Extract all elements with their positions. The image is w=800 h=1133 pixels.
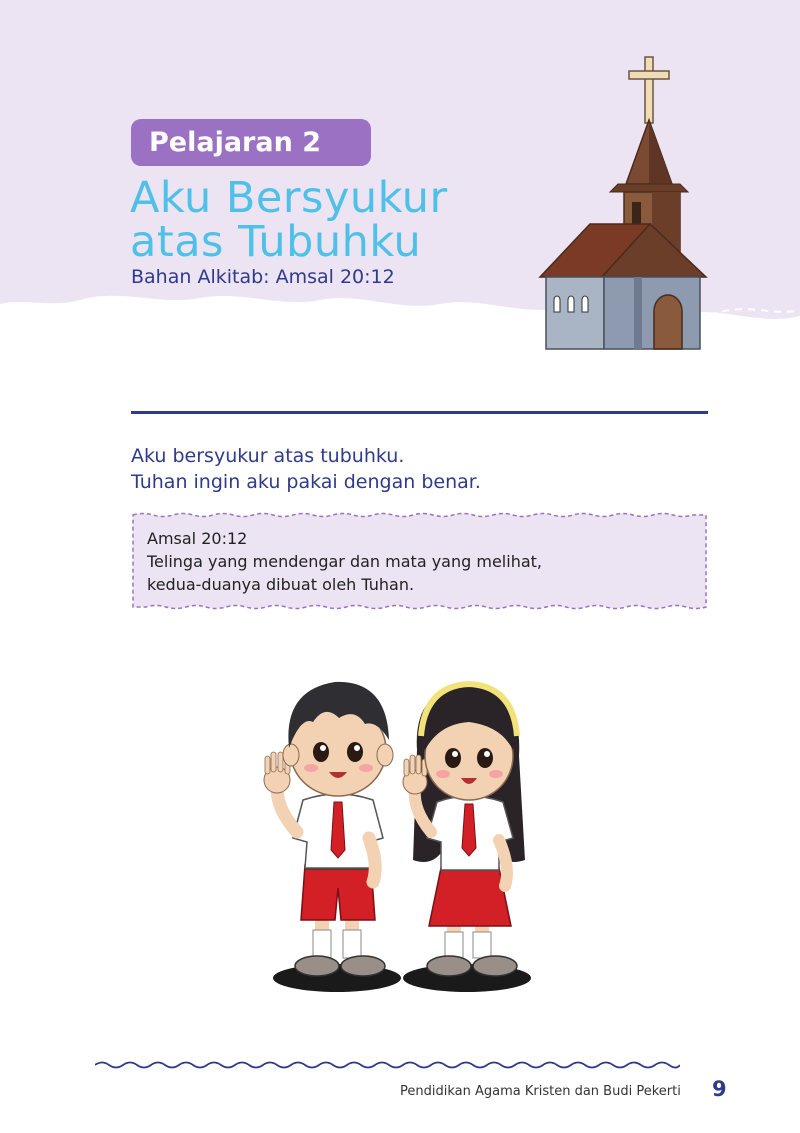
lesson-badge: Pelajaran 2 [131,119,371,166]
verse-line-1: Telinga yang mendengar dan mata yang melihat, [147,552,542,571]
page-title [130,173,448,267]
boy-figure [264,682,393,976]
verse-text [147,527,542,596]
intro-line-2: Tuhan ingin aku pakai dengan benar. [131,471,481,493]
bible-reference: Bahan Alkitab: Amsal 20:12 [131,266,395,288]
footer-wave-line [95,1058,680,1072]
section-divider [131,411,708,414]
girl-figure [403,684,525,976]
verse-reference: Amsal 20:12 [147,529,248,548]
title-line-2: atas Tubuhku [130,217,422,267]
footer-book-title: Pendidikan Agama Kristen dan Budi Pekerti [400,1084,681,1099]
church-illustration [530,52,710,352]
students-illustration [255,660,545,1000]
verse-line-2: kedua-duanya dibuat oleh Tuhan. [147,575,415,594]
title-line-1: Aku Bersyukur [130,173,448,223]
intro-line-1: Aku bersyukur atas tubuhku. [131,445,405,467]
intro-text [131,443,481,495]
page-number: 9 [712,1077,727,1101]
